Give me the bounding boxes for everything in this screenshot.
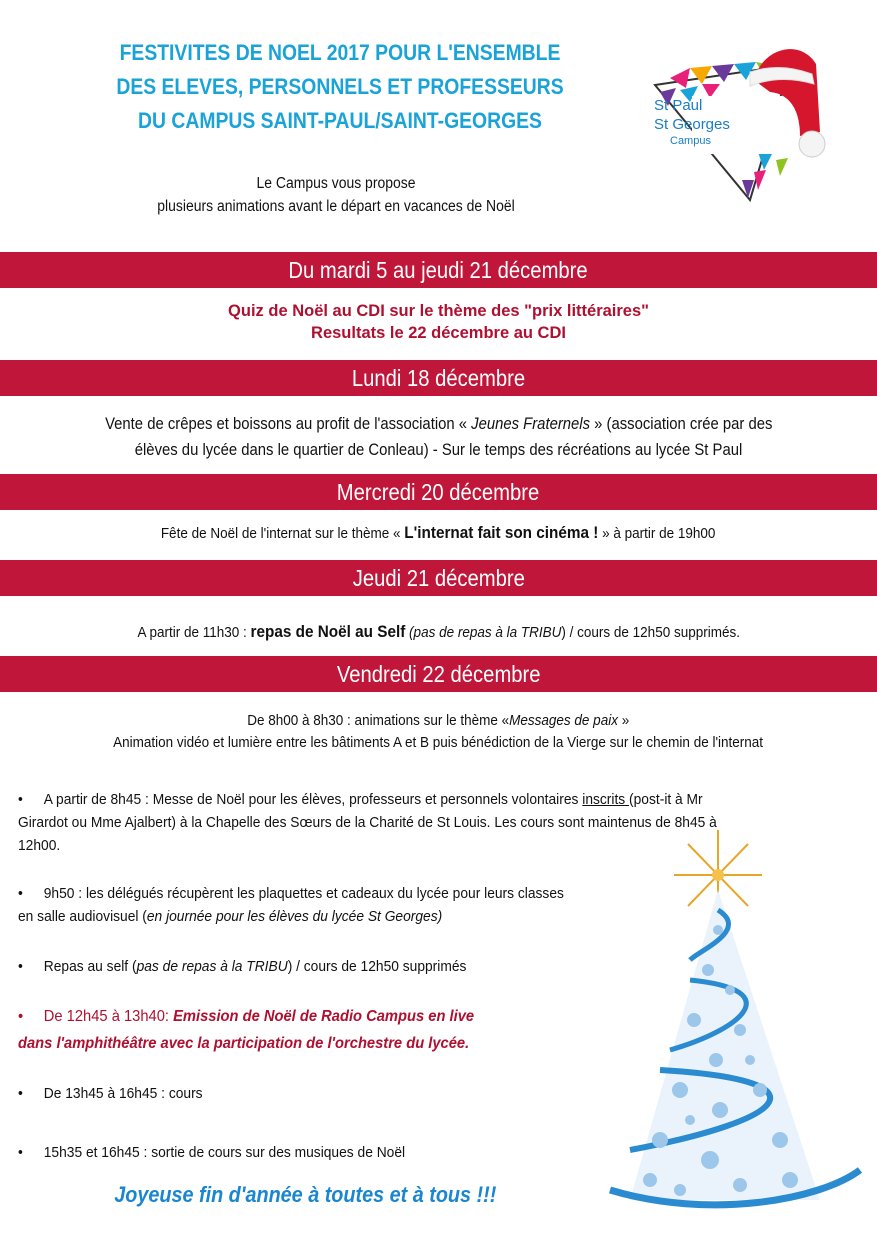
section-4-text: A partir de 11h30 : repas de Noël au Self (pas de repas à la TRIBU) / cours de 12h50 supprimés. xyxy=(137,622,740,641)
closing-message: Joyeuse fin d'année à toutes et à tous !!! xyxy=(113,1182,497,1207)
title-line-3: DU CAMPUS SAINT-PAUL/SAINT-GEORGES xyxy=(138,108,542,133)
logo-line-2: St Georges xyxy=(654,116,730,133)
bullet-exit: • 15h35 et 16h45 : sortie de cours sur des musiques de Noël xyxy=(18,1144,406,1161)
bullet-lunch: • Repas au self (pas de repas à la TRIBU) / cours de 12h50 supprimés xyxy=(18,958,467,975)
intro-line-2: plusieurs animations avant le départ en vacances de Noël xyxy=(157,198,515,215)
section-heading-5: Vendredi 22 décembre xyxy=(0,656,877,692)
section-heading-4: Jeudi 21 décembre xyxy=(0,560,877,596)
section-heading-1: Du mardi 5 au jeudi 21 décembre xyxy=(0,252,877,288)
campus-logo xyxy=(650,40,830,210)
section-2-text: Vente de crêpes et boissons au profit de l'association « Jeunes Fraternels » (association crée par des élèves du lycée dans le quartier de Conleau) - Sur le temps des récréations au lycée St Paul xyxy=(104,415,773,459)
christmas-tree-icon xyxy=(590,820,875,1230)
section-heading-3: Mercredi 20 décembre xyxy=(0,474,877,510)
section-heading-2: Lundi 18 décembre xyxy=(0,360,877,396)
bullet-mass: • A partir de 8h45 : Messe de Noël pour les élèves, professeurs et personnels volontaires inscrits (post-it à Mr Girardot ou Mme Ajalbert) à la Chapelle des Sœurs de la Charité de St Louis. Les cours sont maintenus de 8h45 à 12h00. xyxy=(18,791,717,854)
section-1-text xyxy=(0,300,877,344)
section-1-line-2: Resultats le 22 décembre au CDI xyxy=(311,324,566,342)
bullet-radio: • De 12h45 à 13h40: Emission de Noël de Radio Campus en live dans l'amphithéâtre avec la participation de l'orchestre du lycée. xyxy=(18,1008,475,1052)
section-3-text: Fête de Noël de l'internat sur le thème « L'internat fait son cinéma ! » à partir de 19h00 xyxy=(161,523,716,542)
page-title xyxy=(60,36,620,138)
title-line-1: FESTIVITES DE NOEL 2017 POUR L'ENSEMBLE xyxy=(119,40,561,65)
section-5-text: De 8h00 à 8h30 : animations sur le thème «Messages de paix » Animation vidéo et lumière entre les bâtiments A et B puis bénédiction de la Vierge sur le chemin de l'internat xyxy=(113,712,764,751)
title-line-2: DES ELEVES, PERSONNELS ET PROFESSEURS xyxy=(116,74,564,99)
intro xyxy=(0,172,672,218)
logo-line-3: Campus xyxy=(670,135,711,147)
section-1-line-1: Quiz de Noël au CDI sur le thème des "prix littéraires" xyxy=(228,302,649,320)
logo-line-1: St Paul xyxy=(654,97,703,114)
intro-line-1: Le Campus vous propose xyxy=(256,175,416,192)
bullet-classes: • De 13h45 à 16h45 : cours xyxy=(18,1085,203,1102)
bullet-delegates: • 9h50 : les délégués récupèrent les plaquettes et cadeaux du lycée pour leurs classes en salle audiovisuel (en journée pour les élèves du lycée St Georges) xyxy=(18,885,564,925)
